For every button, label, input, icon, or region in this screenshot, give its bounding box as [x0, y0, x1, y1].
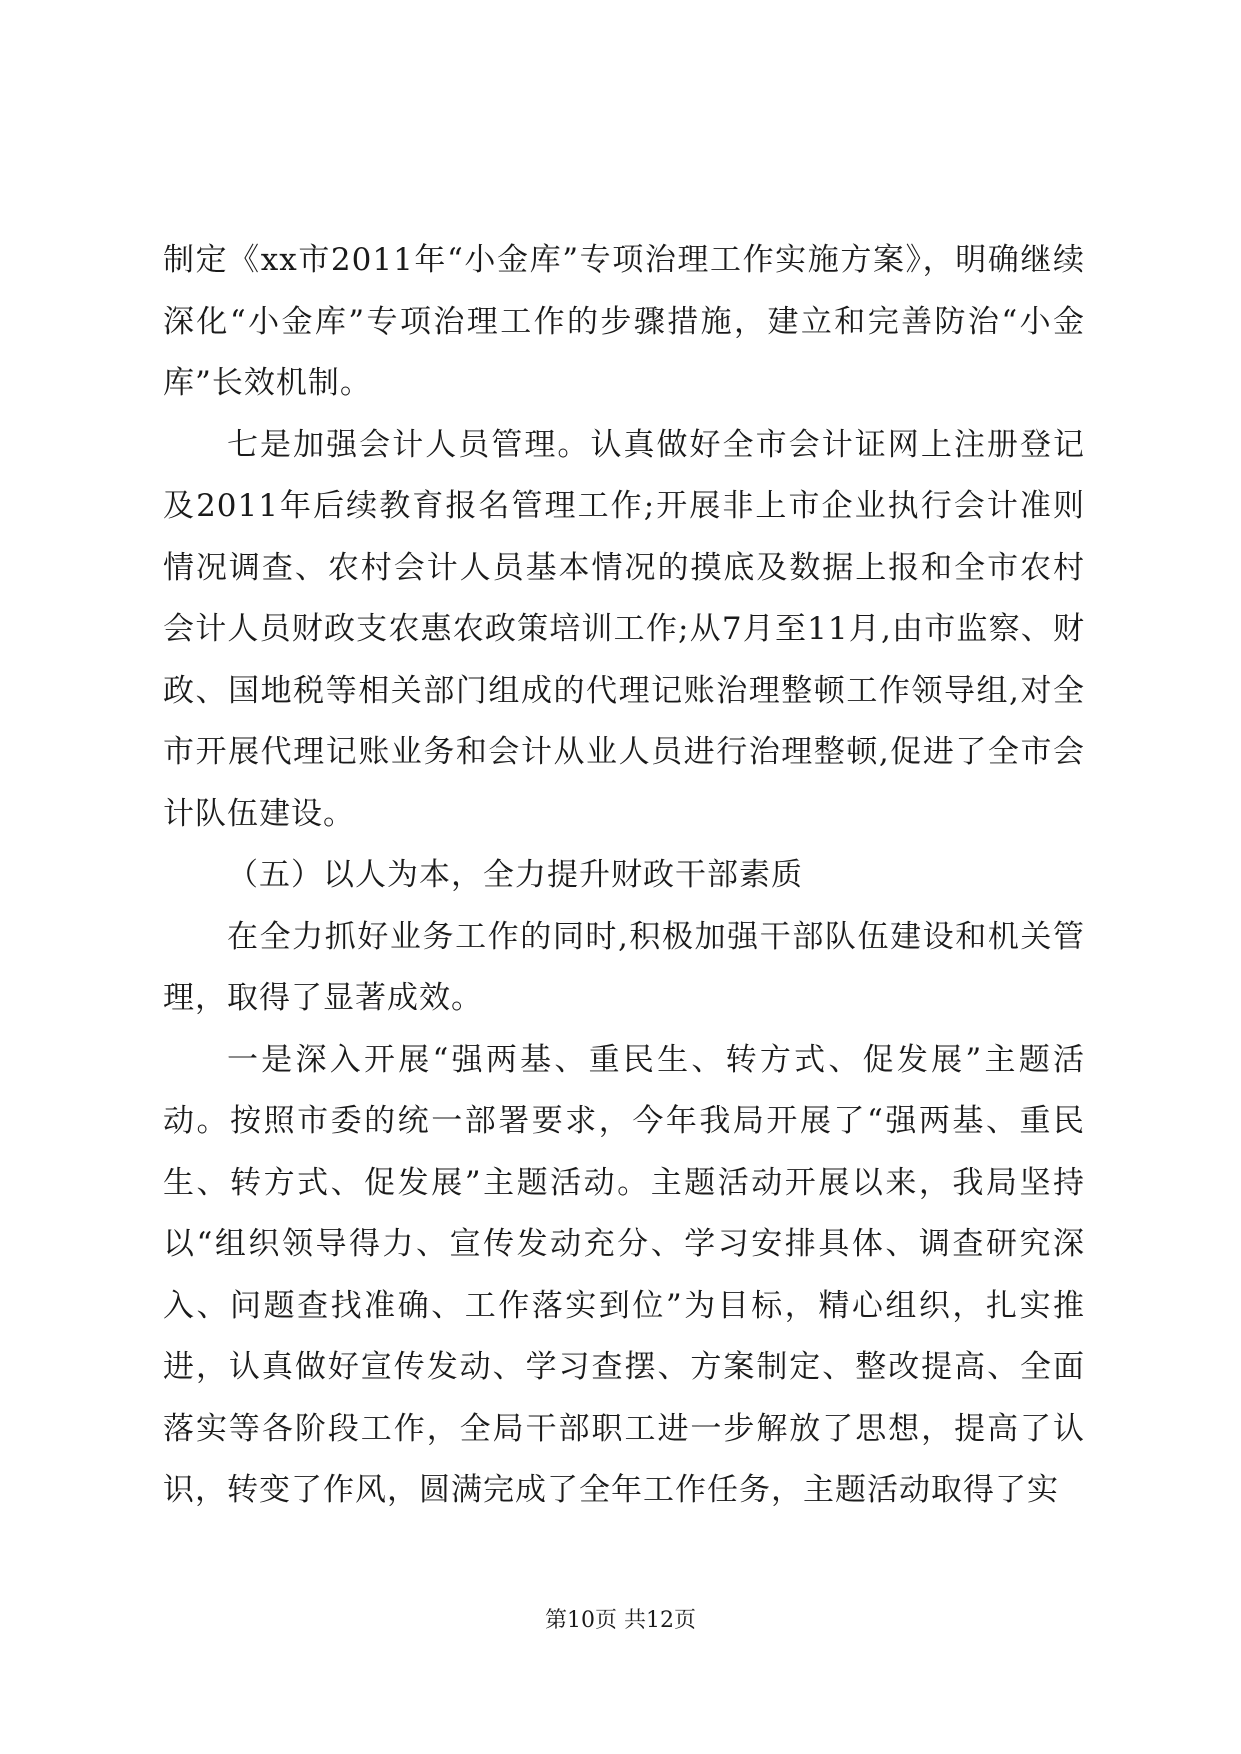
- paragraph-2: 七是加强会计人员管理。认真做好全市会计证网上注册登记及2011年后续教育报名管理工作;开展非上市企业执行会计准则情况调查、农村会计人员基本情况的摸底及数据上报和全市农村会计人员财政支农惠农政策培训工作;从7月至11月,由市监察、财政、国地税等相关部门组成的代理记账治理整顿工作领导组,对全市开展代理记账业务和会计从业人员进行治理整顿,促进了全市会计队伍建设。: [163, 426, 1085, 832]
- document-body: [163, 230, 1085, 1522]
- paragraph-3: 在全力抓好业务工作的同时,积极加强干部队伍建设和机关管理，取得了显著成效。: [163, 918, 1085, 1016]
- paragraph-1: 制定《xx市2011年“小金库”专项治理工作实施方案》，明确继续深化“小金库”专项治理工作的步骤措施，建立和完善防治“小金库”长效机制。: [163, 242, 1085, 401]
- page-number-footer: 第10页 共12页: [545, 1608, 696, 1633]
- section-heading: （五）以人为本，全力提升财政干部素质: [227, 857, 803, 893]
- paragraph-4: 一是深入开展“强两基、重民生、转方式、促发展”主题活动。按照市委的统一部署要求，今年我局开展了“强两基、重民生、转方式、促发展”主题活动。主题活动开展以来，我局坚持以“组织领导得力、宣传发动充分、学习安排具体、调查研究深入、问题查找准确、工作落实到位”为目标，精心组织，扎实推进，认真做好宣传发动、学习查摆、方案制定、整改提高、全面落实等各阶段工作，全局干部职工进一步解放了思想，提高了认识，转变了作风，圆满完成了全年工作任务，主题活动取得了实: [163, 1041, 1085, 1508]
